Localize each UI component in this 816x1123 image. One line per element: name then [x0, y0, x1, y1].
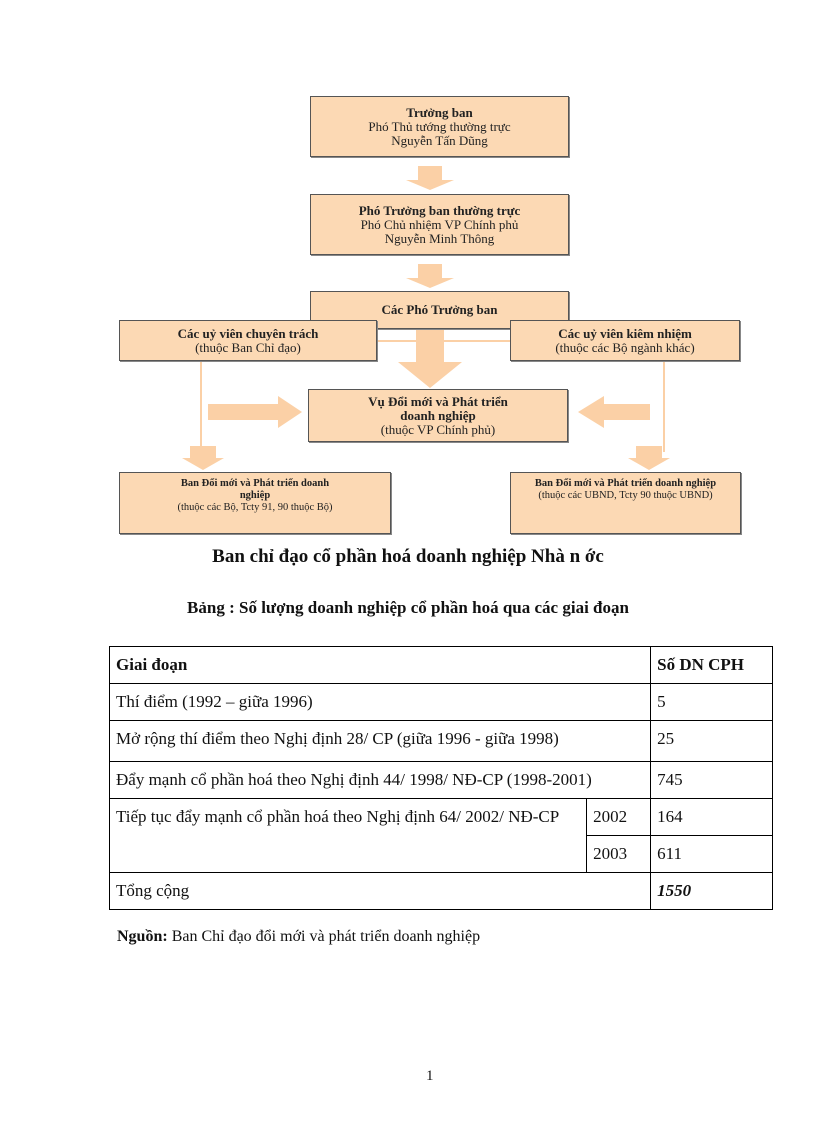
table-header-row [110, 647, 773, 684]
cell-period: Thí điểm (1992 – giữa 1996) [110, 684, 651, 721]
box-title: Các Phó Trưởng ban [381, 302, 498, 317]
header-count: Số DN CPH [651, 647, 773, 684]
cell-year: 2003 [587, 836, 651, 873]
cell-count: 5 [651, 684, 773, 721]
page-number: 1 [426, 1068, 434, 1084]
box-line: (thuộc các Bộ, Tcty 91, 90 thuộc Bộ) [177, 502, 333, 513]
box-board-provinces [510, 472, 741, 534]
table-total-row [110, 873, 773, 910]
source-note [117, 928, 480, 946]
cell-period: Đẩy mạnh cổ phần hoá theo Nghị định 44/ 1998/ NĐ-CP (1998-2001) [110, 762, 651, 799]
table-title: Bảng : Số lượng doanh nghiệp cổ phần hoá qua các giai đoạn [187, 598, 629, 617]
table-row [110, 721, 773, 762]
cell-count: 164 [651, 799, 773, 836]
box-line: (thuộc các Bộ ngành khác) [555, 339, 695, 355]
arrow-down-1 [406, 166, 454, 190]
arrow-right-to-department [208, 396, 302, 428]
line-left [200, 362, 202, 452]
box-title: Trưởng ban [406, 104, 473, 120]
total-value: 1550 [651, 873, 773, 910]
box-board-ministries [119, 472, 391, 534]
box-members-parttime [510, 320, 740, 361]
cell-period: Mở rộng thí điểm theo Nghị định 28/ CP (giữa 1996 - giữa 1998) [110, 721, 651, 762]
table-row [110, 762, 773, 799]
box-line: Phó Chủ nhiệm VP Chính phủ [360, 216, 519, 232]
box-line: (thuộc Ban Chỉ đạo) [195, 339, 301, 355]
box-title: Ban Đổi mới và Phát triển doanh nghiệp [534, 478, 717, 489]
box-line: (thuộc các UBND, Tcty 90 thuộc UBND) [538, 490, 713, 501]
chart-caption: Ban chỉ đạo cổ phần hoá doanh nghiệp Nhà n ớc [212, 546, 604, 567]
cell-count: 745 [651, 762, 773, 799]
box-line: (thuộc VP Chính phủ) [380, 421, 496, 437]
box-line: Nguyễn Tấn Dũng [391, 132, 488, 148]
line-right [663, 362, 665, 452]
box-title: Các uỷ viên chuyên trách [177, 325, 319, 341]
source-label: Nguồn: [117, 928, 168, 945]
box-head [310, 96, 569, 157]
arrow-left-to-department [578, 396, 650, 428]
box-title: Ban Đổi mới và Phát triển doanh nghiệp [180, 478, 330, 501]
box-title: Phó Trưởng ban thường trực [358, 202, 521, 218]
table-row [110, 684, 773, 721]
table-row [110, 799, 773, 836]
arrow-down-2 [406, 264, 454, 288]
box-deputy-standing [310, 194, 569, 255]
box-department [308, 389, 568, 442]
statistics-table [109, 646, 773, 910]
box-line: Phó Thủ tướng thường trực [368, 118, 511, 134]
box-title: Các uỷ viên kiêm nhiệm [558, 325, 692, 341]
cell-count: 611 [651, 836, 773, 873]
box-members-fulltime [119, 320, 377, 361]
source-text: Ban Chỉ đạo đổi mới và phát triển doanh nghiệp [167, 928, 481, 945]
cell-period: Tiếp tục đẩy mạnh cổ phần hoá theo Nghị định 64/ 2002/ NĐ-CP [110, 799, 587, 873]
cell-year: 2002 [587, 799, 651, 836]
box-line: Nguyễn Minh Thông [384, 230, 495, 246]
box-title: Vụ Đổi mới và Phát triển doanh nghiệp [368, 393, 508, 423]
header-period: Giai đoạn [110, 647, 651, 684]
arrow-down-left [182, 446, 224, 470]
cell-count: 25 [651, 721, 773, 762]
total-label: Tổng cộng [110, 873, 651, 910]
